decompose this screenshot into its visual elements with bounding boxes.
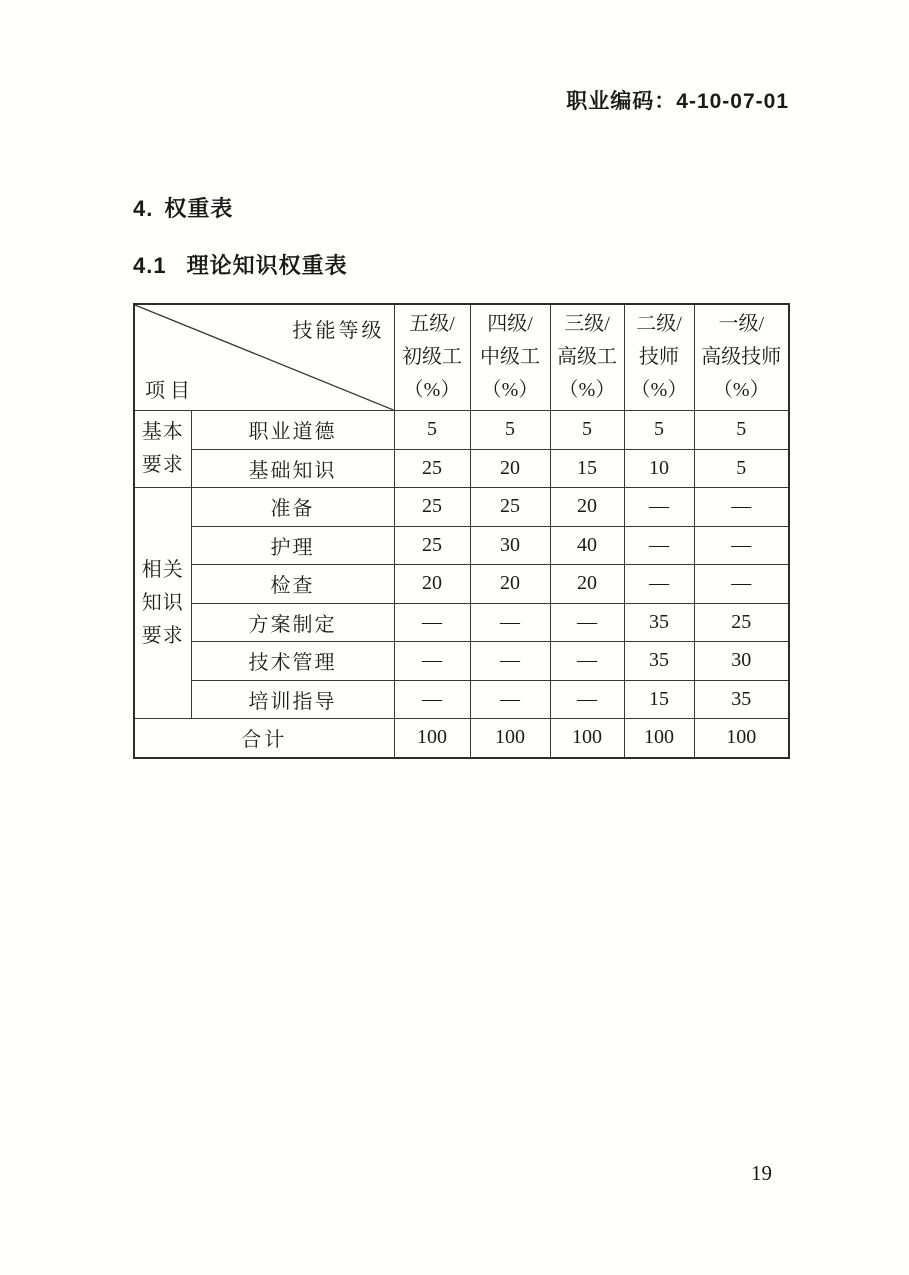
- value-cell: —: [550, 680, 624, 719]
- value-cell: —: [394, 642, 470, 681]
- value-cell: 5: [694, 411, 789, 450]
- column-header-line: （%）: [481, 379, 539, 401]
- value-cell: 35: [694, 680, 789, 719]
- value-cell: 20: [550, 488, 624, 527]
- column-header-line: （%）: [403, 379, 461, 401]
- value-cell: 25: [394, 488, 470, 527]
- table-row: [134, 680, 789, 719]
- value-cell: 35: [624, 642, 694, 681]
- total-label-cell: 合计: [134, 719, 394, 758]
- item-axis-label: 项目: [145, 380, 195, 402]
- value-cell: —: [470, 642, 550, 681]
- column-header-line: （%）: [712, 379, 770, 401]
- item-cell: 方案制定: [191, 603, 394, 642]
- value-cell: 25: [394, 526, 470, 565]
- value-cell: —: [624, 488, 694, 527]
- table-row: [134, 565, 789, 604]
- group-cell-basic-requirements: [134, 411, 191, 488]
- total-value-cell: 100: [624, 719, 694, 758]
- value-cell: 20: [470, 449, 550, 488]
- section-title: 权重表: [164, 196, 234, 221]
- group-label-line: 基本: [141, 421, 184, 443]
- value-cell: 40: [550, 526, 624, 565]
- column-header-line: 五级/: [409, 313, 455, 335]
- value-cell: 15: [624, 680, 694, 719]
- subsection-title: 理论知识权重表: [186, 253, 348, 278]
- value-cell: 30: [694, 642, 789, 681]
- column-header-line: （%）: [630, 379, 688, 401]
- value-cell: —: [550, 603, 624, 642]
- value-cell: 5: [550, 411, 624, 450]
- value-cell: —: [470, 603, 550, 642]
- column-header-line: 一级/: [718, 313, 765, 335]
- value-cell: —: [694, 526, 789, 565]
- table-row: [134, 449, 789, 488]
- value-cell: 5: [470, 411, 550, 450]
- group-cell-related-knowledge: [134, 488, 191, 719]
- value-cell: 25: [470, 488, 550, 527]
- column-header-line: 三级/: [564, 313, 610, 335]
- value-cell: 20: [470, 565, 550, 604]
- value-cell: —: [470, 680, 550, 719]
- column-header-level2: [624, 304, 694, 411]
- table-row: [134, 642, 789, 681]
- value-cell: —: [394, 680, 470, 719]
- table-row: [134, 603, 789, 642]
- column-header-line: 高级工: [557, 346, 617, 368]
- page-number: 19: [751, 1161, 772, 1185]
- table-total-row: [134, 719, 789, 758]
- theory-knowledge-weight-table: [133, 303, 790, 759]
- table-row: [134, 526, 789, 565]
- total-value-cell: 100: [550, 719, 624, 758]
- value-cell: 25: [394, 449, 470, 488]
- section-number: 4.: [133, 196, 154, 221]
- item-cell: 护理: [191, 526, 394, 565]
- column-header-level4: [470, 304, 550, 411]
- column-header-level3: [550, 304, 624, 411]
- column-header-line: （%）: [558, 379, 616, 401]
- subsection-heading: [133, 249, 348, 280]
- column-header-line: 中级工: [480, 346, 540, 368]
- group-label-line: 相关: [141, 558, 184, 581]
- value-cell: 10: [624, 449, 694, 488]
- column-header-line: 技师: [639, 346, 679, 368]
- value-cell: —: [624, 565, 694, 604]
- group-label-line: 要求: [141, 454, 184, 476]
- table-row: [134, 411, 789, 450]
- item-cell: 准备: [191, 488, 394, 527]
- value-cell: —: [694, 488, 789, 527]
- column-header-line: 初级工: [402, 346, 462, 368]
- value-cell: 5: [694, 449, 789, 488]
- item-cell: 职业道德: [191, 411, 394, 450]
- column-header-line: 二级/: [636, 313, 682, 335]
- value-cell: 5: [394, 411, 470, 450]
- subsection-number: 4.1: [133, 253, 167, 278]
- diagonal-header-cell: [134, 304, 394, 411]
- item-cell: 培训指导: [191, 680, 394, 719]
- total-value-cell: 100: [394, 719, 470, 758]
- value-cell: —: [394, 603, 470, 642]
- value-cell: —: [694, 565, 789, 604]
- value-cell: 20: [550, 565, 624, 604]
- occupation-code: 职业编码：4-10-07-01: [566, 90, 789, 113]
- value-cell: 20: [394, 565, 470, 604]
- column-header-line: 高级技师: [701, 346, 782, 368]
- value-cell: —: [624, 526, 694, 565]
- item-cell: 技术管理: [191, 642, 394, 681]
- column-header-level5: [394, 304, 470, 411]
- column-header-line: 四级/: [487, 313, 533, 335]
- item-cell: 基础知识: [191, 449, 394, 488]
- group-label-line: 要求: [141, 624, 184, 647]
- value-cell: 25: [694, 603, 789, 642]
- value-cell: 30: [470, 526, 550, 565]
- total-value-cell: 100: [470, 719, 550, 758]
- table-header-row: [134, 304, 789, 411]
- group-label-line: 知识: [141, 591, 184, 614]
- value-cell: —: [550, 642, 624, 681]
- value-cell: 15: [550, 449, 624, 488]
- value-cell: 35: [624, 603, 694, 642]
- value-cell: 5: [624, 411, 694, 450]
- item-cell: 检查: [191, 565, 394, 604]
- total-value-cell: 100: [694, 719, 789, 758]
- section-heading: [133, 192, 233, 223]
- column-header-level1: [694, 304, 789, 411]
- table-row: [134, 488, 789, 527]
- skill-level-axis-label: 技能等级: [292, 320, 385, 342]
